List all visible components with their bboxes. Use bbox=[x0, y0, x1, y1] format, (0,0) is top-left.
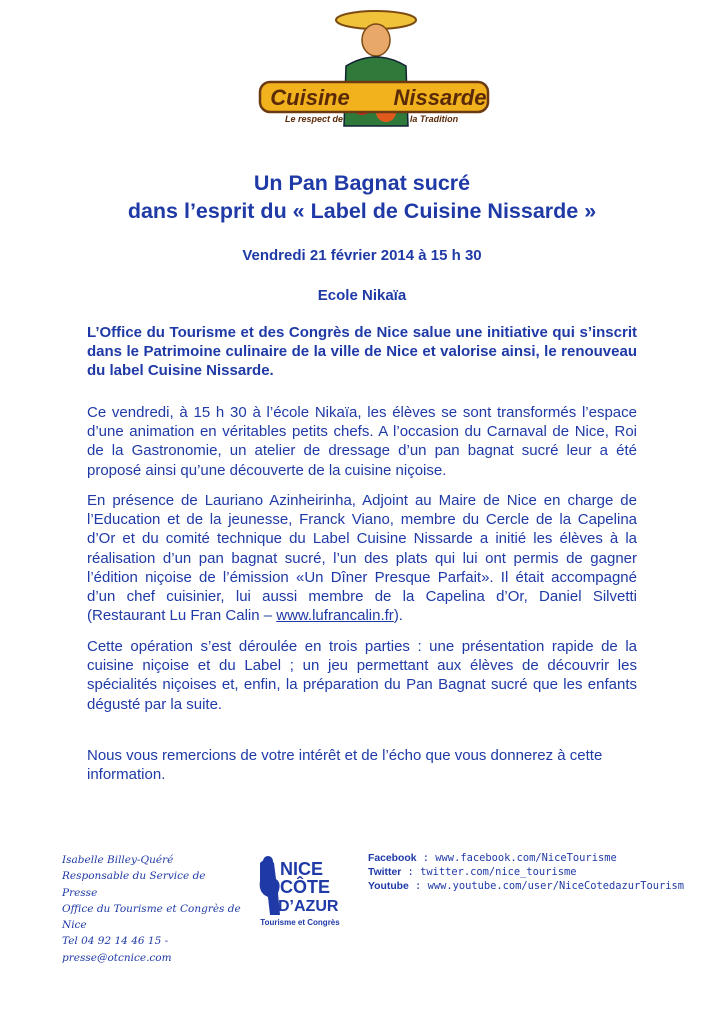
facebook-row: Facebook : www.facebook.com/NiceTourisme bbox=[368, 852, 617, 864]
page-title-line1: Un Pan Bagnat sucré bbox=[253, 171, 471, 195]
youtube-url[interactable]: www.youtube.com/user/NiceCotedazurTourism bbox=[427, 879, 685, 892]
facebook-url[interactable]: www.facebook.com/NiceTourisme bbox=[435, 852, 617, 864]
youtube-row: Youtube : www.youtube.com/user/NiceCotedazurTourism bbox=[368, 879, 685, 892]
logo-tagline: Tourisme et Congrès bbox=[260, 918, 340, 927]
twitter-label: Twitter bbox=[368, 866, 402, 878]
event-place: Ecole Nikaïa bbox=[317, 287, 407, 304]
paragraph-2-text: En présence de Lauriano Azinheirinha, Adjoint au Maire de Nice en charge de l’Education et de la jeunesse, Franck Viano, membre du Cercle de la Capelina d’Or et du comité technique du Label Cuisine Nissarde a initié les élèves à la réalisation d’un pan bagnat sucré, l’un des plats qui lui ont permis de gagner l’édition niçoise de l’émission «Un Dîner Presque Parfait». Il était accompagné d’un chef cuisinier, lui aussi membre de la Capelina d’Or, Daniel Silvetti (Restaurant Lu Fran Calin – bbox=[87, 492, 637, 625]
contact-org: Office du Tourisme et Congrès de Nice bbox=[62, 902, 241, 932]
facebook-label: Facebook bbox=[368, 853, 417, 864]
logo-word-right: Nissarde bbox=[393, 85, 487, 110]
logo-line-nice: NICE bbox=[280, 859, 324, 879]
social-links bbox=[368, 852, 708, 893]
twitter-row: Twitter : twitter.com/nice_tourisme bbox=[368, 865, 577, 878]
contact-tel: Tel 04 92 14 46 15 - bbox=[62, 935, 169, 948]
logo-line-azur: D’AZUR bbox=[278, 898, 339, 915]
paragraph-4: Nous vous remercions de votre intérêt et de l’écho que vous donnerez à cette information. bbox=[87, 747, 603, 784]
logo-line-cote: CÔTE bbox=[280, 877, 331, 897]
twitter-url[interactable]: twitter.com/nice_tourisme bbox=[420, 865, 577, 878]
contact-name: Isabelle Billey-Quéré bbox=[62, 854, 174, 866]
event-date: Vendredi 21 février 2014 à 15 h 30 bbox=[242, 247, 482, 264]
nice-cote-azur-logo bbox=[254, 853, 346, 929]
logo-tagline-right: la Tradition bbox=[409, 114, 459, 124]
paragraph-1: Ce vendredi, à 15 h 30 à l’école Nikaïa, les élèves se sont transformés l’espace d’une animation en véritables petits chefs. A l’occasion du Carnaval de Nice, Roi de la Gastronomie, un atelier de dressage d’un pan bagnat sucré leur a été proposé ainsi qu’une découverte de la cuisine niçoise. bbox=[87, 404, 637, 479]
paragraph-2 bbox=[87, 491, 637, 625]
logo-tagline-left: Le respect de bbox=[284, 114, 344, 124]
page-title-line2: dans l’esprit du « Label de Cuisine Nissarde » bbox=[127, 199, 597, 223]
paragraph-3: Cette opération s’est déroulée en trois parties : une présentation rapide de la cuisine niçoise et du Label ; un jeu permettant aux élèves de découvrir les spécialités niçoises et, enfin, la préparation du Pan Bagnat sucré que les enfants dégusté par la suite. bbox=[87, 638, 637, 713]
restaurant-website-link[interactable]: www.lufrancalin.fr bbox=[276, 607, 394, 625]
cuisine-nissarde-logo bbox=[258, 8, 490, 132]
lead-paragraph: L’Office du Tourisme et des Congrès de Nice salue une initiative qui s’inscrit dans le Patrimoine culinaire de la ville de Nice et valorise ainsi, le renouveau du label Cuisine Nissarde. bbox=[87, 324, 637, 380]
logo-word-left: Cuisine bbox=[270, 85, 350, 110]
press-contact bbox=[62, 852, 242, 966]
youtube-label: Youtube bbox=[368, 880, 409, 892]
paragraph-2-end: ). bbox=[393, 607, 403, 625]
contact-role: Responsable du Service de Presse bbox=[62, 870, 206, 899]
contact-email[interactable]: presse@otcnice.com bbox=[62, 951, 172, 964]
